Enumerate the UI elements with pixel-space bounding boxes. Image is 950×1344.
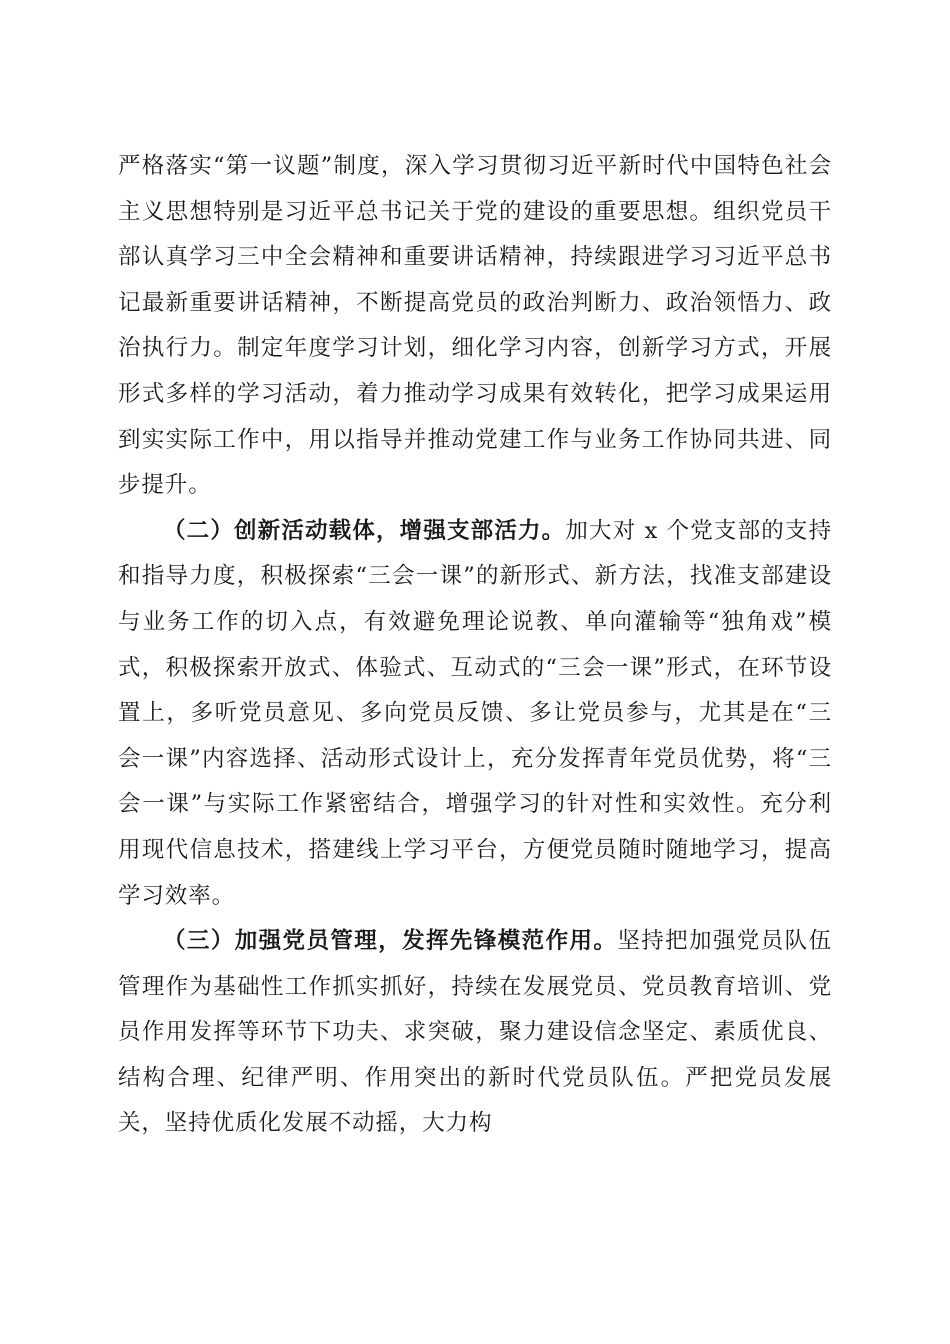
paragraph-continuation [118, 144, 832, 509]
paragraph-section-2 [118, 509, 832, 919]
paragraph-body: 严格落实“第一议题”制度，深入学习贯彻习近平新时代中国特色社会主义思想特别是习近平总书记关于党的建设的重要思想。组织党员干部认真学习三中全会精神和重要讲话精神，持续跟进学习习近平总书记最新重要讲话精神，不断提高党员的政治判断力、政治领悟力、政治执行力。制定年度学习计划，细化学习内容，创新学习方式，开展形式多样的学习活动，着力推动学习成果有效转化，把学习成果运用到实实际工作中，用以指导并推动党建工作与业务工作协同共进、同步提升。 [118, 153, 832, 499]
paragraph-body: 加大对 x 个党支部的支持和指导力度，积极探索“三会一课”的新形式、新方法，找准支部建设与业务工作的切入点，有效避免理论说教、单向灌输等“独角戏”模式，积极探索开放式、体验式、互动式的“三会一课”形式，在环节设置上，多听党员意见、多向党员反馈、多让党员参与，尤其是在“三会一课”内容选择、活动形式设计上，充分发挥青年党员优势，将“三会一课”与实际工作紧密结合，增强学习的针对性和实效性。充分利用现代信息技术，搭建线上学习平台，方便党员随时随地学习，提高学习效率。 [118, 517, 832, 909]
document-body [118, 144, 832, 1147]
paragraph-body: 坚持把加强党员队伍管理作为基础性工作抓实抓好，持续在发展党员、党员教育培训、党员作用发挥等环节下功夫、求突破，聚力建设信念坚定、素质优良、结构合理、纪律严明、作用突出的新时代党员队伍。严把党员发展关，坚持优质化发展不动摇，大力构 [118, 928, 832, 1137]
paragraph-section-3 [118, 919, 832, 1147]
section-heading: （三）加强党员管理，发挥先锋模范作用。 [163, 928, 618, 955]
section-heading: （二）创新活动载体，增强支部活力。 [163, 517, 566, 544]
